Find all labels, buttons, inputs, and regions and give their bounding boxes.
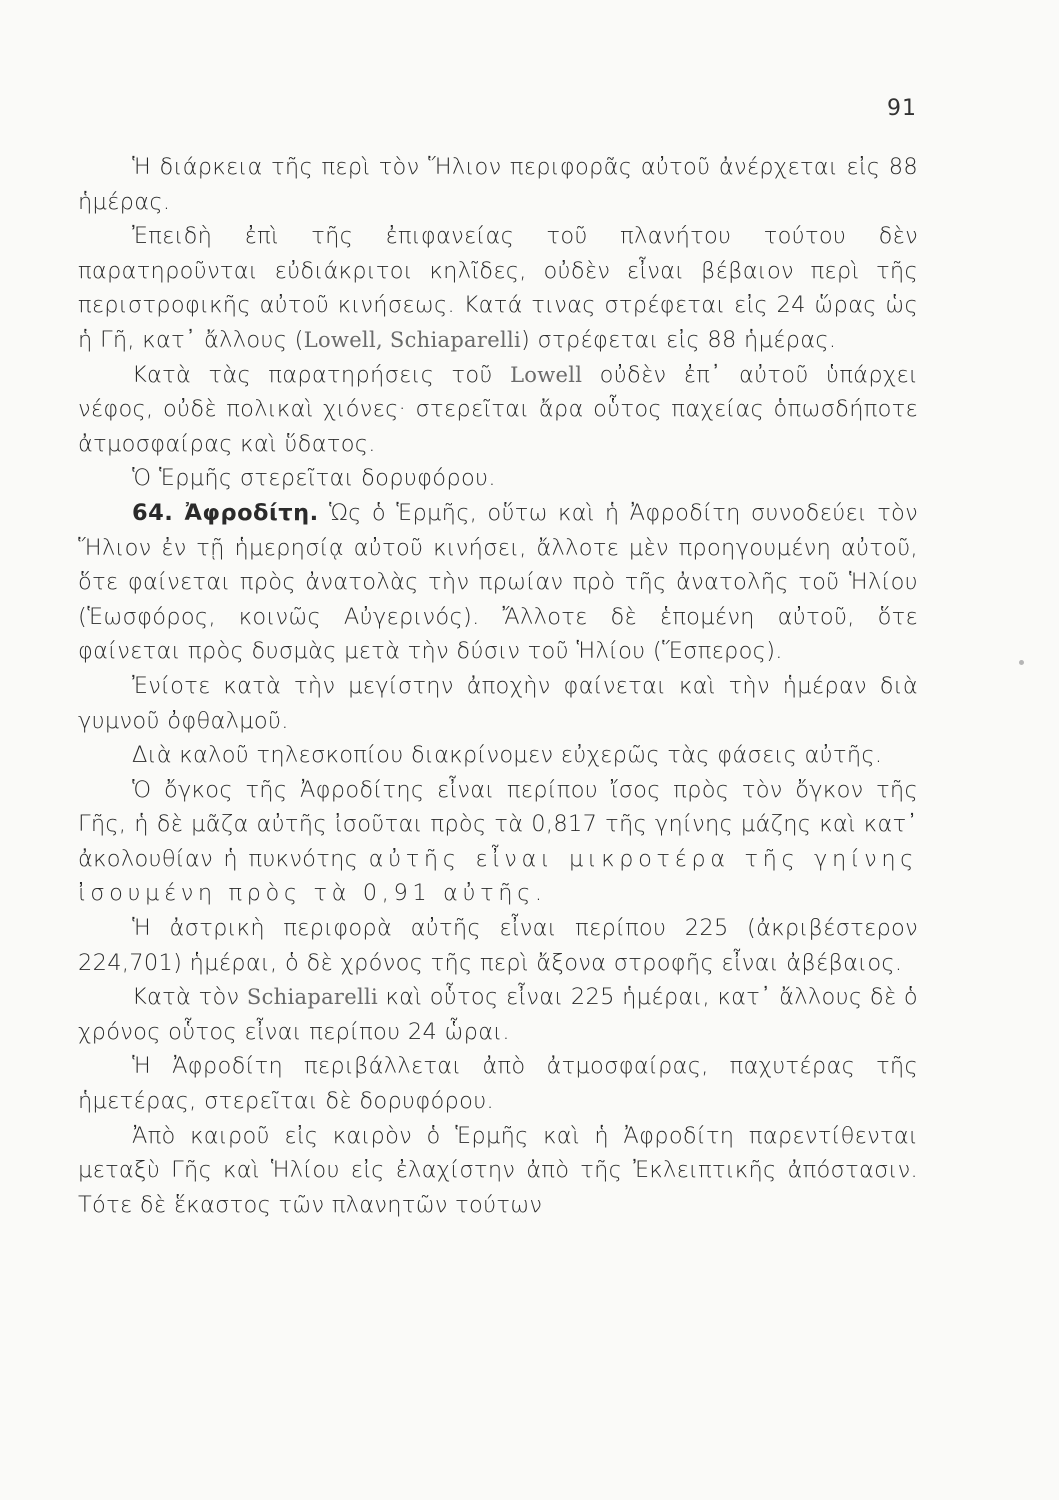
paragraph-text: Κατὰ τὸν <box>132 984 247 1011</box>
paragraph-text: καὶ οὗτος εἶναι 225 ἡμέραι, κατ᾽ ἄλλους δὲ ὁ χρόνος οὗτος εἶναι περίπου 24 ὧραι. <box>78 984 918 1045</box>
paragraph-text: Ἡ Ἀφροδίτη περιβάλλεται ἀπὸ ἀτμοσφαίρας, παχυτέρας τῆς ἡμετέρας, στερεῖται δὲ δορυφόρου. <box>78 1053 918 1115</box>
paragraph-text: Ὁ Ἑρμῆς στερεῖται δορυφόρου. <box>132 465 496 492</box>
astronomer-name: Lowell <box>510 362 583 387</box>
paragraph-text: Ἡ διάρκεια τῆς περὶ τὸν Ἥλιον περιφορᾶς αὐτοῦ ἀνέρχεται εἰς 88 ἡμέρας. <box>78 154 918 215</box>
paragraph-mercury-atmosphere <box>78 358 918 462</box>
emphasized-text: αὐτῆς εἶναι μικροτέρα τῆς γηίνης ἰσουμένη πρὸς τὰ 0,91 αὐτῆς. <box>78 845 918 907</box>
paragraph-mercury-rotation <box>78 219 918 357</box>
paragraph-venus-sidereal <box>78 911 918 980</box>
paragraph-text: Ὡς ὁ Ἑρμῆς, οὕτω καὶ ἡ Ἀφροδίτη συνοδεύει τὸν Ἥλιον ἐν τῇ ἡμερησίᾳ αὐτοῦ κινήσει, ἄλλοτε μὲν προηγουμένη αὐτοῦ, ὅτε φαίνεται πρὸς ἀνατολὰς τὴν πρωίαν πρὸ τῆς ἀνατολῆς τοῦ Ἡλίου (Ἑωσφόρος, κοινῶς Αὐγερινός). Ἄλλοτε δὲ ἑπομένη αὐτοῦ, ὅτε φαίνεται πρὸς δυσμὰς μετὰ τὴν δύσιν τοῦ Ἡλίου (Ἕσπερος). <box>78 499 918 665</box>
paragraph-venus-rotation <box>78 980 918 1049</box>
paper-speck <box>1019 660 1024 665</box>
paragraph-transits <box>78 1119 918 1223</box>
paragraph-mercury-satellite <box>78 461 918 496</box>
paragraph-venus-phases <box>78 738 918 773</box>
paragraph-text: οὐδὲν ἐπ᾽ αὐτοῦ ὑπάρχει νέφος, οὐδὲ πολικαὶ χιόνες· στερεῖται ἄρα οὗτος παχείας ὁπωσδήποτε ἀτμοσφαίρας καὶ ὕδατος. <box>78 361 918 457</box>
astronomer-names: Lowell, Schiaparelli <box>303 327 521 352</box>
section-heading: 64. Ἀφροδίτη. <box>132 499 319 526</box>
paragraph-venus-visibility <box>78 669 918 738</box>
paragraph-text: Ἀπὸ καιροῦ εἰς καιρὸν ὁ Ἑρμῆς καὶ ἡ Ἀφροδίτη παρεντίθενται μεταξὺ Γῆς καὶ Ἡλίου εἰς ἐλαχίστην ἀπὸ τῆς Ἐκλειπτικῆς ἀπόστασιν. Τότε δὲ ἕκαστος τῶν πλανητῶν τούτων <box>78 1122 918 1218</box>
paragraph-venus-mass <box>78 773 918 911</box>
paragraph-venus-intro <box>78 496 918 669</box>
paragraph-text: ) στρέφεται εἰς 88 ἡμέρας. <box>521 326 837 353</box>
paragraph-venus-atmosphere <box>78 1049 918 1118</box>
paragraph-text: Ἐπειδὴ ἐπὶ τῆς ἐπιφανείας τοῦ πλανήτου τούτου δὲν παρατηροῦνται εὐδιάκριτοι κηλῖδες, οὐδὲν εἶναι βέβαιον περὶ τῆς περιστροφικῆς αὐτοῦ κινήσεως. Κατά τινας στρέφεται εἰς 24 ὥρας ὡς ἡ Γῆ, κατ᾽ ἄλλους ( <box>78 223 918 353</box>
paragraph-text: Ἡ ἀστρικὴ περιφορὰ αὐτῆς εἶναι περίπου 225 (ἀκριβέστερον 224,701) ἡμέραι, ὁ δὲ χρόνος τῆς περὶ ἄξονα στροφῆς εἶναι ἀβέβαιος. <box>78 915 918 976</box>
text-body <box>78 150 918 1222</box>
paragraph-text: Διὰ καλοῦ τηλεσκοπίου διακρίνομεν εὐχερῶς τὰς φάσεις αὐτῆς. <box>132 742 883 769</box>
astronomer-name: Schiaparelli <box>246 985 379 1010</box>
page-number: 91 <box>887 96 917 121</box>
paragraph-text: Κατὰ τὰς παρατηρήσεις τοῦ <box>132 361 511 388</box>
paragraph-mercury-orbit <box>78 150 918 219</box>
paragraph-text: Ἐνίοτε κατὰ τὴν μεγίστην ἀποχὴν φαίνεται καὶ τὴν ἡμέραν διὰ γυμνοῦ ὀφθαλμοῦ. <box>78 672 918 734</box>
paragraph-text: Ὁ ὄγκος τῆς Ἀφροδίτης εἶναι περίπου ἴσος πρὸς τὸν ὄγκον τῆς Γῆς, ἡ δὲ μᾶζα αὐτῆς ἰσοῦται πρὸς τὰ 0,817 τῆς γηίνης μάζης καὶ κατ᾽ ἀκολουθίαν ἡ πυκνότης <box>78 776 918 872</box>
